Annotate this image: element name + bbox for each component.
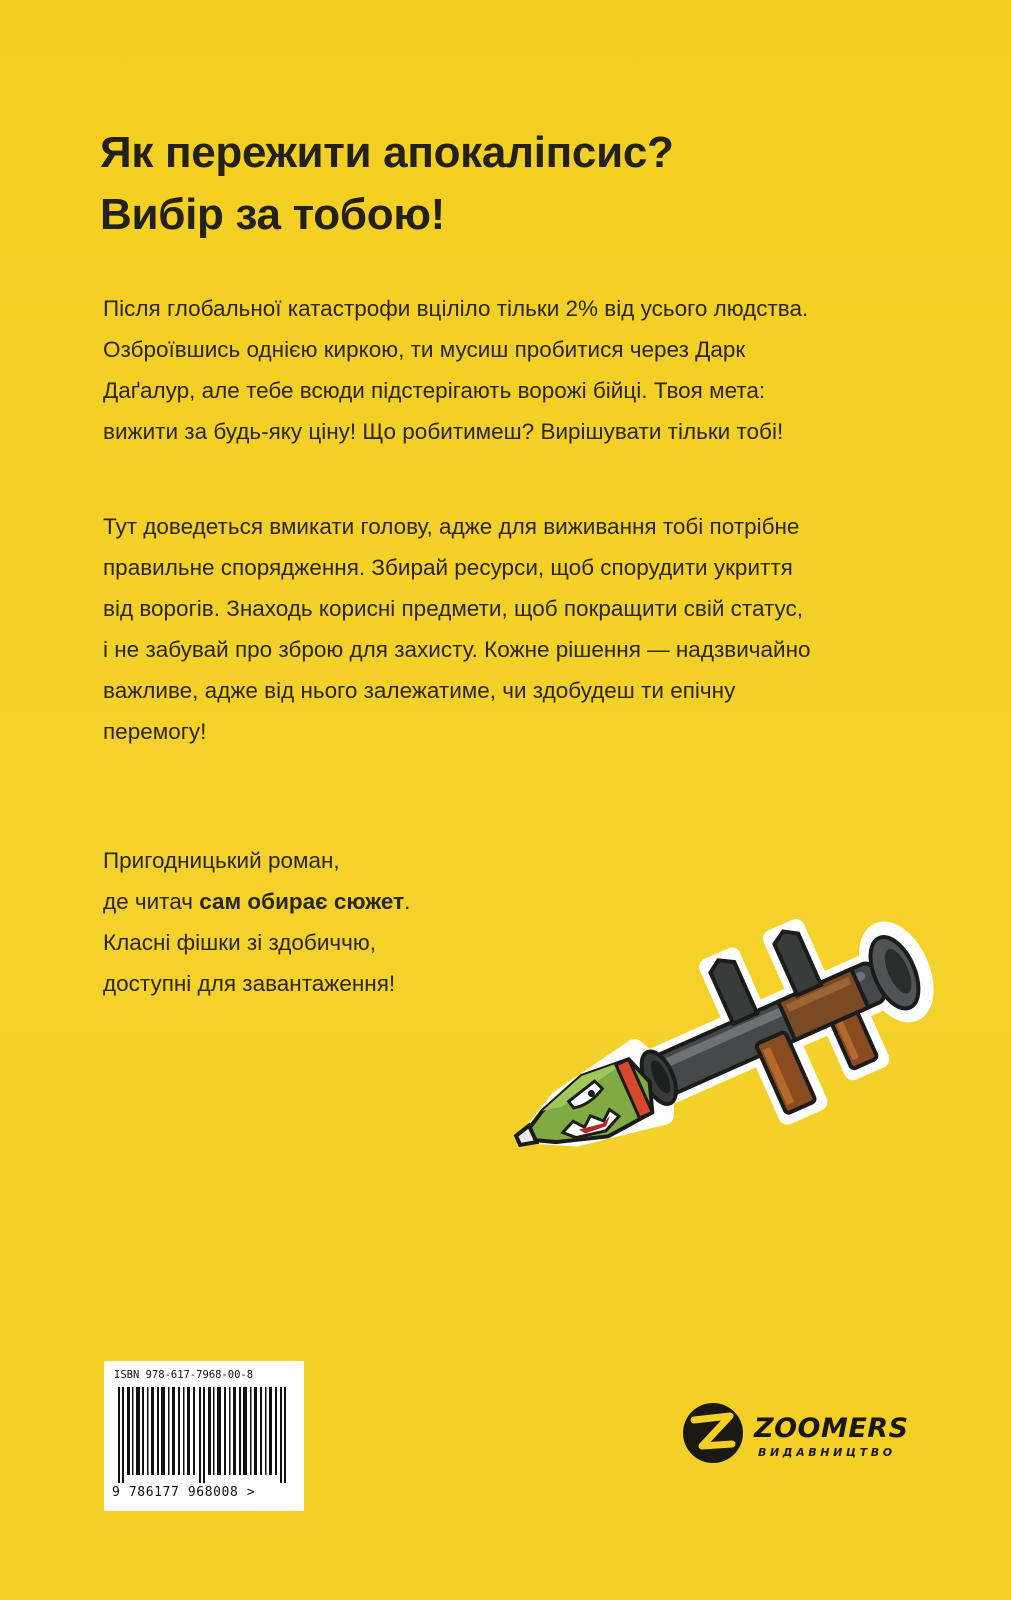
publisher-logo	[680, 1400, 970, 1480]
isbn-text: ISBN 978-617-7968-00-8	[114, 1369, 254, 1381]
text-line: Озброївшись однією киркою, ти мусиш пробитися через Дарк	[103, 337, 746, 362]
text-line: правильне спорядження. Збирай ресурси, щоб спорудити укриття	[103, 555, 793, 580]
feature-line-2-suffix: .	[404, 889, 411, 914]
barcode	[104, 1361, 304, 1511]
barcode-number: 9 786177 968008 >	[112, 1485, 256, 1500]
feature-line-3: Класні фішки зі здобиччю,	[103, 930, 376, 955]
publisher-name: ZOOMERS	[754, 1413, 909, 1444]
barcode-bars	[114, 1387, 294, 1483]
text-line: від ворогів. Знаходь корисні предмети, щоб покращити свій статус,	[103, 596, 804, 621]
text-line: Тут доведеться вмикати голову, адже для виживання тобі потрібне	[103, 514, 800, 539]
text-line: Після глобальної катастрофи вціліло тільки 2% від усього людства.	[103, 296, 809, 321]
features-block	[103, 840, 410, 1004]
rocket-launcher-illustration	[498, 905, 968, 1215]
publisher-subtitle: ВИДАВНИЦТВО	[758, 1446, 896, 1459]
text-line: Даґалур, але тебе всюди підстерігають ворожі бійці. Твоя мета:	[103, 378, 766, 403]
feature-line-2-prefix: де читач	[103, 889, 200, 914]
feature-line-1: Пригодницький роман,	[103, 848, 340, 873]
headline-line-2: Вибір за тобою!	[100, 190, 445, 239]
feature-line-2	[103, 881, 410, 922]
description-paragraph	[103, 506, 811, 752]
zoomers-logo-icon	[680, 1400, 746, 1466]
intro-paragraph	[103, 288, 808, 452]
text-line: вижити за будь-яку ціну! Що робитимеш? Вирішувати тільки тобі!	[103, 419, 784, 444]
headline	[100, 122, 674, 246]
text-line: і не забувай про зброю для захисту. Кожне рішення — надзвичайно	[103, 637, 811, 662]
feature-line-2-bold: сам обирає сюжет	[199, 889, 405, 914]
text-line: перемогу!	[103, 719, 207, 744]
feature-line-4: доступні для завантаження!	[103, 971, 396, 996]
headline-line-1: Як пережити апокаліпсис?	[100, 128, 674, 177]
text-line: важливе, адже від нього залежатиме, чи здобудеш ти епічну	[103, 678, 736, 703]
